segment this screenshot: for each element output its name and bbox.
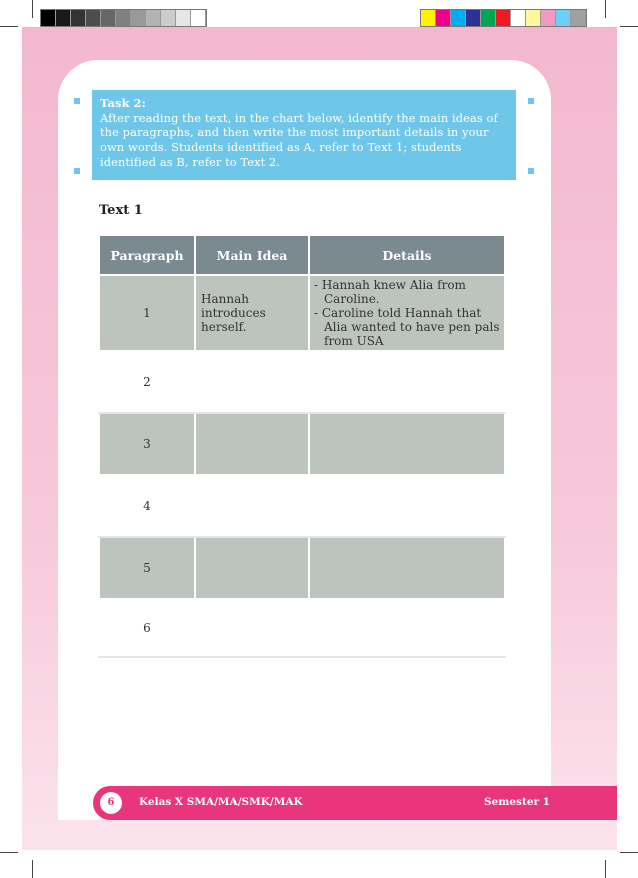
semester-label: Semester 1: [484, 796, 550, 808]
chart-header-row: [99, 235, 505, 275]
details-cell[interactable]: [309, 275, 505, 351]
details-cell[interactable]: [309, 413, 505, 475]
registration-swatch: [556, 10, 571, 26]
registration-swatch: [41, 10, 56, 26]
registration-swatch: [56, 10, 71, 26]
registration-swatch: [191, 10, 206, 26]
decor-dot: [74, 168, 80, 174]
registration-swatch: [101, 10, 116, 26]
crop-mark: [32, 860, 33, 878]
task-body: After reading the text, in the chart below, identify the main ideas of the paragraphs, and then write the most important details in your own words. Students identified as A, refer to Text 1; students identified as B, refer to Text 2.: [100, 110, 498, 169]
registration-swatch: [526, 10, 541, 26]
task-title: Task 2:: [100, 96, 146, 110]
table-row: [99, 475, 505, 537]
decor-dot: [528, 168, 534, 174]
registration-swatch: [131, 10, 146, 26]
registration-swatch: [481, 10, 496, 26]
registration-swatch: [116, 10, 131, 26]
registration-swatch: [86, 10, 101, 26]
page-number: 6: [100, 792, 122, 814]
crop-mark: [620, 26, 638, 27]
paragraph-cell: 3: [99, 413, 195, 475]
registration-swatch: [511, 10, 526, 26]
text-label: Text 1: [99, 203, 143, 218]
registration-swatch: [451, 10, 466, 26]
crop-mark: [605, 0, 606, 18]
registration-swatch: [421, 10, 436, 26]
page-footer: [93, 786, 617, 820]
task-instruction-box: [92, 90, 516, 180]
crop-mark: [32, 0, 33, 18]
main-idea-cell[interactable]: [195, 413, 309, 475]
paragraph-cell: 4: [99, 475, 195, 537]
registration-swatch: [541, 10, 556, 26]
registration-swatch: [176, 10, 191, 26]
details-cell[interactable]: [309, 599, 505, 657]
decor-dot: [74, 98, 80, 104]
detail-item: - Caroline told Hannah that Alia wanted to have pen pals from USA: [314, 306, 500, 348]
main-idea-cell[interactable]: [195, 351, 309, 413]
paragraph-cell: 1: [99, 275, 195, 351]
header-details: Details: [309, 235, 505, 275]
detail-item: - Hannah knew Alia from Caroline.: [314, 278, 466, 306]
table-row: [99, 537, 505, 599]
registration-swatch: [146, 10, 161, 26]
registration-swatch: [496, 10, 511, 26]
table-row: [99, 413, 505, 475]
details-cell[interactable]: [309, 537, 505, 599]
details-cell[interactable]: [309, 351, 505, 413]
book-title: Kelas X SMA/MA/SMK/MAK: [139, 796, 303, 808]
table-row: [99, 351, 505, 413]
crop-mark: [0, 26, 18, 27]
color-registration-bar: [420, 9, 587, 27]
decor-dot: [528, 98, 534, 104]
crop-mark: [620, 852, 638, 853]
table-row: [99, 275, 505, 351]
registration-swatch: [466, 10, 481, 26]
paragraph-cell: 6: [99, 599, 195, 657]
registration-swatch: [571, 10, 586, 26]
details-cell[interactable]: [309, 475, 505, 537]
main-idea-cell[interactable]: [195, 475, 309, 537]
table-row: [99, 599, 505, 657]
registration-swatch: [436, 10, 451, 26]
main-idea-cell[interactable]: Hannah introduces herself.: [195, 275, 309, 351]
crop-mark: [605, 860, 606, 878]
paragraph-cell: 2: [99, 351, 195, 413]
main-idea-cell[interactable]: [195, 537, 309, 599]
paragraph-cell: 5: [99, 537, 195, 599]
registration-swatch: [161, 10, 176, 26]
crop-mark: [0, 852, 18, 853]
header-paragraph: Paragraph: [99, 235, 195, 275]
grayscale-registration-bar: [40, 9, 207, 27]
registration-swatch: [71, 10, 86, 26]
header-main-idea: Main Idea: [195, 235, 309, 275]
main-idea-chart: [98, 234, 506, 658]
main-idea-cell[interactable]: [195, 599, 309, 657]
